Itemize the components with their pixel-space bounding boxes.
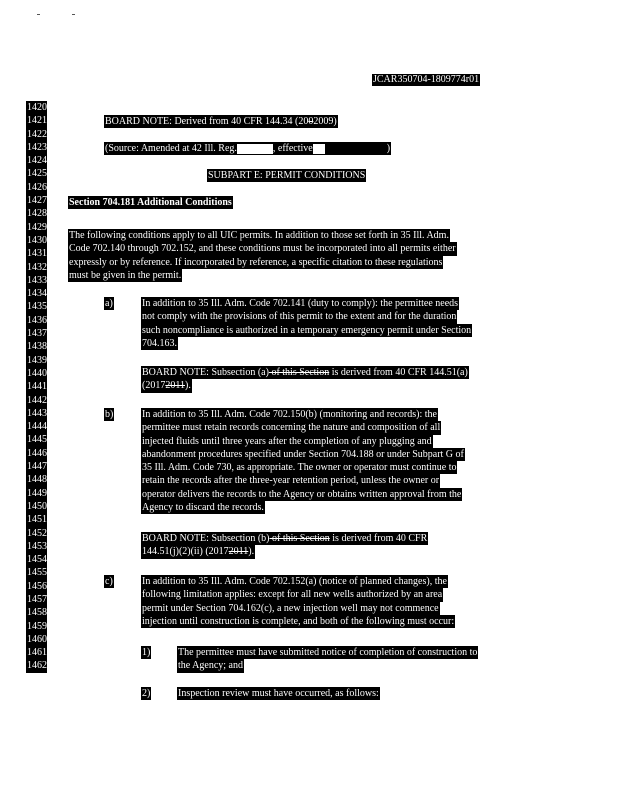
intro-paragraph (68, 229, 457, 282)
item-c-line: In addition to 35 Ill. Adm. Code 702.152(a) (notice of planned changes), the (142, 576, 447, 587)
source-blank-space (313, 144, 325, 154)
line-number: 1437 (27, 328, 47, 340)
line-number: 1425 (27, 168, 47, 180)
line-number: 1433 (27, 274, 47, 286)
note-text: is derived from 40 CFR 144.51(a) (329, 367, 468, 378)
note-text: ). (248, 546, 255, 558)
line-number: 1451 (27, 514, 47, 526)
sub-2-text (177, 687, 380, 700)
line-number: 1421 (27, 115, 47, 127)
item-b-marker: b) (105, 409, 114, 420)
line-number: 1460 (27, 633, 47, 645)
line-number: 1423 (27, 141, 47, 153)
intro-line: The following conditions apply to all UIC permits. In addition to those set forth in 35 Ill. Adm. (69, 230, 449, 241)
item-a-line: In addition to 35 Ill. Adm. Code 702.141 (duty to comply): the permittee needs (142, 298, 459, 309)
item-b-line: 35 Ill. Adm. Code 730, as appropriate. The owner or operator must continue to (142, 462, 457, 474)
line-number: 1448 (27, 474, 47, 486)
line-number: 1424 (27, 155, 47, 167)
note-struck: of this Section (268, 367, 330, 378)
line-number: 1440 (27, 367, 47, 379)
item-b-line: Agency to discard the records. (142, 502, 264, 514)
line-number: 1445 (27, 434, 47, 446)
sub-2-marker: 2) (142, 688, 151, 699)
line-number: 1439 (27, 354, 47, 366)
line-number: 1457 (27, 593, 47, 605)
line-number: 1441 (27, 381, 47, 393)
source-close: ) (386, 143, 391, 154)
item-b-line: abandonment procedures specified under Section 704.188 or under Subpart G of (142, 448, 464, 460)
note-text: BOARD NOTE: Subsection (b) (142, 533, 270, 544)
item-b-line: retain the records after the three-year retention period, unless the owner or (142, 475, 440, 487)
board-note-1 (104, 115, 338, 128)
item-c-line: following limitation applies: except for all new wells authorized by an area (142, 589, 443, 601)
item-b-text (141, 408, 465, 514)
intro-line: must be given in the permit. (69, 269, 182, 281)
line-number: 1428 (27, 208, 47, 220)
sub-1-marker: 1) (142, 647, 151, 658)
line-number: 1438 (27, 341, 47, 353)
intro-line: Code 702.140 through 702.152, and these conditions must be incorporated into all permits either (69, 243, 456, 255)
subpart-heading: SUBPART E: PERMIT CONDITIONS (208, 170, 366, 181)
line-number: 1459 (27, 620, 47, 632)
line-number: 1455 (27, 567, 47, 579)
scan-speck (37, 14, 40, 15)
item-a-board-note (141, 366, 469, 393)
item-b-line: injected fluids until three years after the completion of any plugging and (142, 435, 432, 447)
note-struck: 2011 (165, 380, 185, 392)
sub-2-line: Inspection review must have occurred, as follows: (178, 688, 379, 699)
board-note-1-tail: 2009) (313, 116, 337, 127)
line-number-column (26, 101, 47, 673)
item-a-line: not comply with the provisions of this permit to the extent and for the duration (142, 311, 457, 323)
line-number: 1429 (27, 221, 47, 233)
sub-1-text (177, 646, 478, 673)
document-id: JCAR350704-1809774r01 (373, 74, 480, 85)
source-prefix: (Source: Amended at 42 Ill. Reg. (105, 143, 237, 154)
note-struck: of this Section (269, 533, 330, 544)
line-number: 1462 (27, 660, 47, 672)
line-number: 1426 (27, 181, 47, 193)
source-blank-reg (237, 144, 273, 154)
line-number: 1454 (27, 554, 47, 566)
item-b-line: In addition to 35 Ill. Adm. Code 702.150(b) (monitoring and records): the (142, 409, 437, 420)
line-number: 1431 (27, 248, 47, 260)
item-b-line: permittee must retain records concerning the nature and composition of all (142, 422, 441, 434)
item-b-board-note (141, 532, 428, 559)
line-number: 1422 (27, 128, 47, 140)
item-c-text (141, 575, 455, 628)
item-b-line: operator delivers the records to the Agency or obtains written approval from the (142, 488, 462, 500)
line-number: 1456 (27, 580, 47, 592)
line-number: 1430 (27, 234, 47, 246)
item-a-marker: a) (105, 298, 113, 309)
note-text: (2017 (142, 380, 166, 392)
item-b-note-line-2 (141, 545, 255, 558)
intro-line: expressly or by reference. If incorporated by reference, a specific citation to these regulations (69, 256, 443, 268)
line-number: 1446 (27, 447, 47, 459)
source-line (104, 142, 391, 155)
item-a-line: such noncompliance is authorized in a temporary emergency permit under Section (142, 324, 472, 336)
scan-speck (72, 14, 75, 15)
item-b-note-line-1 (141, 532, 428, 545)
line-number: 1458 (27, 607, 47, 619)
line-number: 1434 (27, 288, 47, 300)
section-heading: Section 704.181 Additional Conditions (69, 197, 232, 208)
line-number: 1420 (27, 102, 47, 113)
note-text: is derived from 40 CFR (329, 533, 428, 544)
note-struck: 2011 (228, 546, 249, 558)
line-number: 1452 (27, 527, 47, 539)
line-number: 1436 (27, 314, 47, 326)
line-number: 1432 (27, 261, 47, 273)
line-number: 1461 (27, 647, 47, 659)
item-a-line: 704.163. (142, 337, 177, 349)
line-number: 1443 (27, 407, 47, 419)
note-text: 144.51(j)(2)(ii) (2017 (142, 546, 229, 558)
line-number: 1442 (27, 394, 47, 406)
sub-1-line: the Agency; and (178, 660, 243, 672)
line-number: 1447 (27, 461, 47, 473)
item-a-note-line-1 (141, 366, 469, 379)
board-note-1-text: BOARD NOTE: Derived from 40 CFR 144.34 (20 (105, 116, 309, 127)
source-effective: , effective (272, 143, 313, 154)
line-number: 1450 (27, 500, 47, 512)
line-number: 1427 (27, 195, 47, 207)
item-a-text (141, 297, 472, 350)
sub-1-line: The permittee must have submitted notice of completion of construction to (178, 647, 478, 658)
board-note-1-struck: 0 (308, 116, 314, 127)
item-c-line: injection until construction is complete, and both of the following must occur: (142, 615, 455, 627)
item-a-note-line-2 (141, 379, 192, 392)
line-number: 1444 (27, 421, 47, 433)
line-number: 1435 (27, 301, 47, 313)
item-c-marker: c) (105, 576, 113, 587)
item-c-line: permit under Section 704.162(c), a new injection well may not commence (142, 602, 439, 614)
note-text: ). (184, 380, 191, 392)
note-text: BOARD NOTE: Subsection (a) (142, 367, 269, 378)
line-number: 1453 (27, 540, 47, 552)
line-number: 1449 (27, 487, 47, 499)
